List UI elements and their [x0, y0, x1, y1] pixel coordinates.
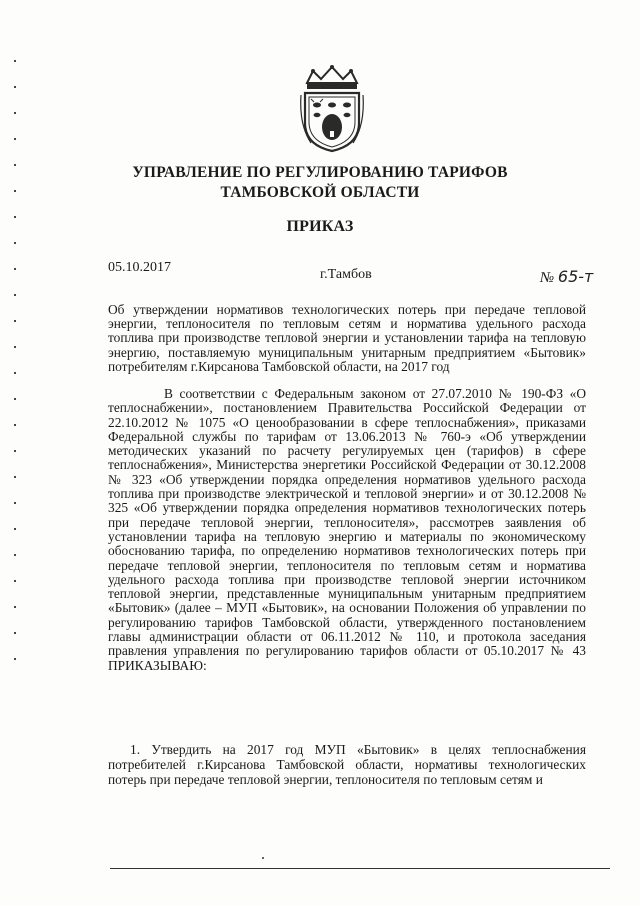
- page-bottom-line: [110, 868, 610, 869]
- order-date: 05.10.2017: [108, 260, 171, 275]
- scan-margin-marks: [14, 60, 16, 700]
- authority-name-line1: УПРАВЛЕНИЕ ПО РЕГУЛИРОВАНИЮ ТАРИФОВ: [132, 164, 508, 181]
- order-preamble: В соответствии с Федеральным законом от 27.07.2010 № 190-ФЗ «О теплоснабжении», постановлением Правительства Российской Федерации от 22.10.2012 № 1075 «О ценообразовании в сфере теплоснабжения», приказами Федеральной службы по тарифам от 13.06.2013 № 760-э «Об утверждении методических указаний по расчету регулируемых цен (тарифов) в сфере теплоснабжения», Министерства энергетики Российской Федерации от 30.12.2008 № 323 «Об утверждении порядка определения нормативов удельного расхода топлива при производстве электрической и тепловой энергии» и от 30.12.2008 № 325 «Об утверждении порядка определения нормативов технологических потерь при передаче тепловой энергии, теплоносителя», рассмотрев заявления об установлении тарифа на тепловую энергию и материалы по экономическому обоснованию тарифа, по определению нормативов технологических потерь при передаче тепловой энергии, теплоносителя по тепловым сетям и норматива удельного расхода топлива при производстве тепловой энергии источником тепловой энергии, представленные муниципальным унитарным предприятием «Бытовик» (далее – МУП «Бытовик», на основании Положения об управлении по регулированию тарифов Тамбовской области, утвержденного постановлением главы администрации области от 06.11.2012 № 110, и протокола заседания правления управления по регулированию тарифов области от 05.10.2017 № 43 ПРИКАЗЫВАЮ:: [108, 386, 586, 673]
- tambov-coat-of-arms-icon: [299, 65, 365, 153]
- scan-dot: [262, 857, 264, 859]
- order-number: [540, 267, 593, 287]
- order-subject: Об утверждении нормативов технологических потерь при передаче тепловой энергии, теплоносителя по тепловым сетям и норматива удельного расхода топлива при производстве тепловой энергии и установлении тарифа на тепловую энергию, поставляемую муниципальным унитарным предприятием «Бытовик» потребителям г.Кирсанова Тамбовской области, на 2017 год: [108, 302, 586, 374]
- order-item-1: 1. Утвердить на 2017 год МУП «Бытовик» в целях теплоснабжения потребителей г.Кирсанова Тамбовской области, нормативы технологических потерь при передаче тепловой энергии, теплоносителя по тепловым сетям и: [108, 742, 586, 787]
- order-number-handwritten: 65-т: [557, 267, 594, 286]
- order-city: г.Тамбов: [320, 267, 372, 282]
- document-type: ПРИКАЗ: [286, 218, 354, 235]
- order-number-prefix: №: [540, 270, 555, 286]
- authority-name-line2: ТАМБОВСКОЙ ОБЛАСТИ: [220, 184, 420, 201]
